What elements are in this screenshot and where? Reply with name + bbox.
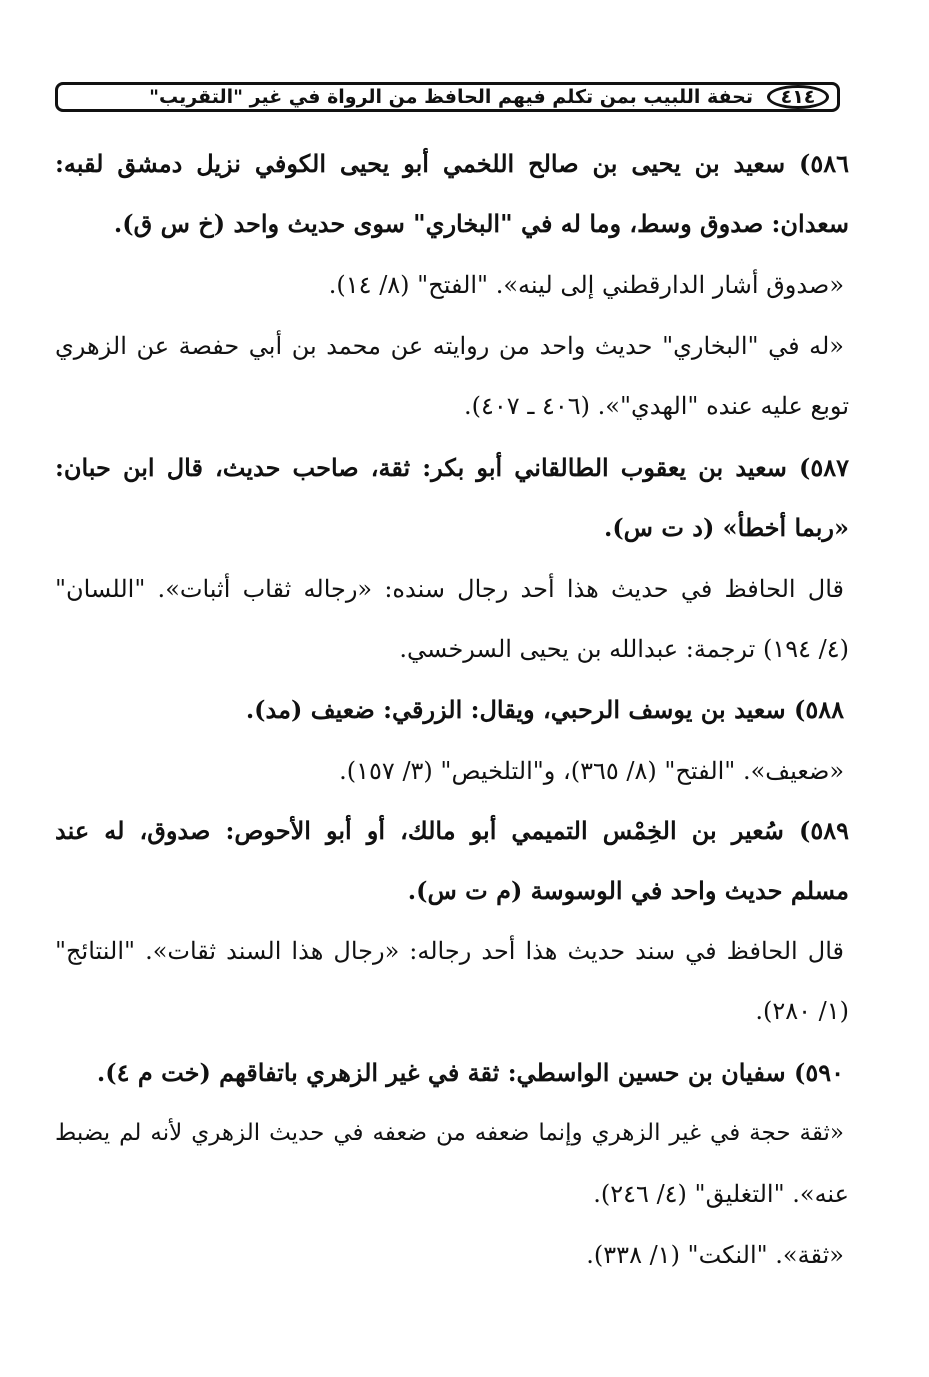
entry-586-note-1: «صدوق أشار الدارقطني إلى لينه». "الفتح" (٨/ ١٤). xyxy=(328,271,844,299)
page-number: ٤١٤ xyxy=(767,85,829,109)
entry-589-note-1-line-1: قال الحافظ في سند حديث هذا أحد رجاله: «رجال هذا السند ثقات». "النتائج" xyxy=(55,937,844,965)
entry-586-line-2: سعدان: صدوق وسط، وما له في "البخاري" سوى حديث واحد (خ س ق). xyxy=(113,209,849,238)
entry-587-note-1-line-2: (٤/ ١٩٤) ترجمة: عبدالله بن يحيى السرخسي. xyxy=(399,635,849,663)
entry-586-note-2-line-1: «له في "البخاري" حديث واحد من روايته عن محمد بن أبي حفصة عن الزهري xyxy=(55,332,844,360)
page-header xyxy=(55,82,840,112)
entry-588-line-1: ٥٨٨) سعيد بن يوسف الرحبي، ويقال: الزرقي: ضعيف (مد). xyxy=(245,695,844,724)
entry-590-line-1: ٥٩٠) سفيان بن حسين الواسطي: ثقة في غير الزهري باتفاقهم (خت م ٤). xyxy=(96,1058,844,1087)
entry-586-note-2-line-2: توبع عليه عنده "الهدي"». (٤٠٦ ـ ٤٠٧). xyxy=(464,392,849,420)
entry-590-note-2: «ثقة». "النكت" (١/ ٣٣٨). xyxy=(586,1241,844,1269)
entry-590-note-1-line-2: عنه». "التغليق" (٤/ ٢٤٦). xyxy=(593,1180,849,1208)
entry-586-line-1: ٥٨٦) سعيد بن يحيى بن صالح اللخمي أبو يحيى الكوفي نزيل دمشق لقبه: xyxy=(55,149,849,178)
entry-588-note-1: «ضعيف». "الفتح" (٨/ ٣٦٥)، و"التلخيص" (٣/ ١٥٧). xyxy=(339,757,844,785)
entry-589-line-2: مسلم حديث واحد في الوسوسة (م ت س). xyxy=(407,876,849,905)
entry-587-line-1: ٥٨٧) سعيد بن يعقوب الطالقاني أبو بكر: ثقة، صاحب حديث، قال ابن حبان: xyxy=(55,453,849,482)
entry-589-note-1-line-2: (١/ ٢٨٠). xyxy=(755,997,849,1025)
running-title: تحفة اللبيب بمن تكلم فيهم الحافظ من الرواة في غير "التقريب" xyxy=(149,86,753,108)
entry-587-note-1-line-1: قال الحافظ في حديث هذا أحد رجال سنده: «رجاله ثقاب أثبات». "اللسان" xyxy=(55,575,844,603)
entry-587-line-2: «ربما أخطأ» (د ت س). xyxy=(603,513,849,542)
entry-589-line-1: ٥٨٩) سُعير بن الخِمْس التميمي أبو مالك، أو أبو الأحوص: صدوق، له عند xyxy=(55,816,849,845)
entry-590-note-1-line-1: «ثقة حجة في غير الزهري وإنما ضعفه من ضعفه في حديث الزهري لأنه لم يضبط xyxy=(55,1120,844,1146)
